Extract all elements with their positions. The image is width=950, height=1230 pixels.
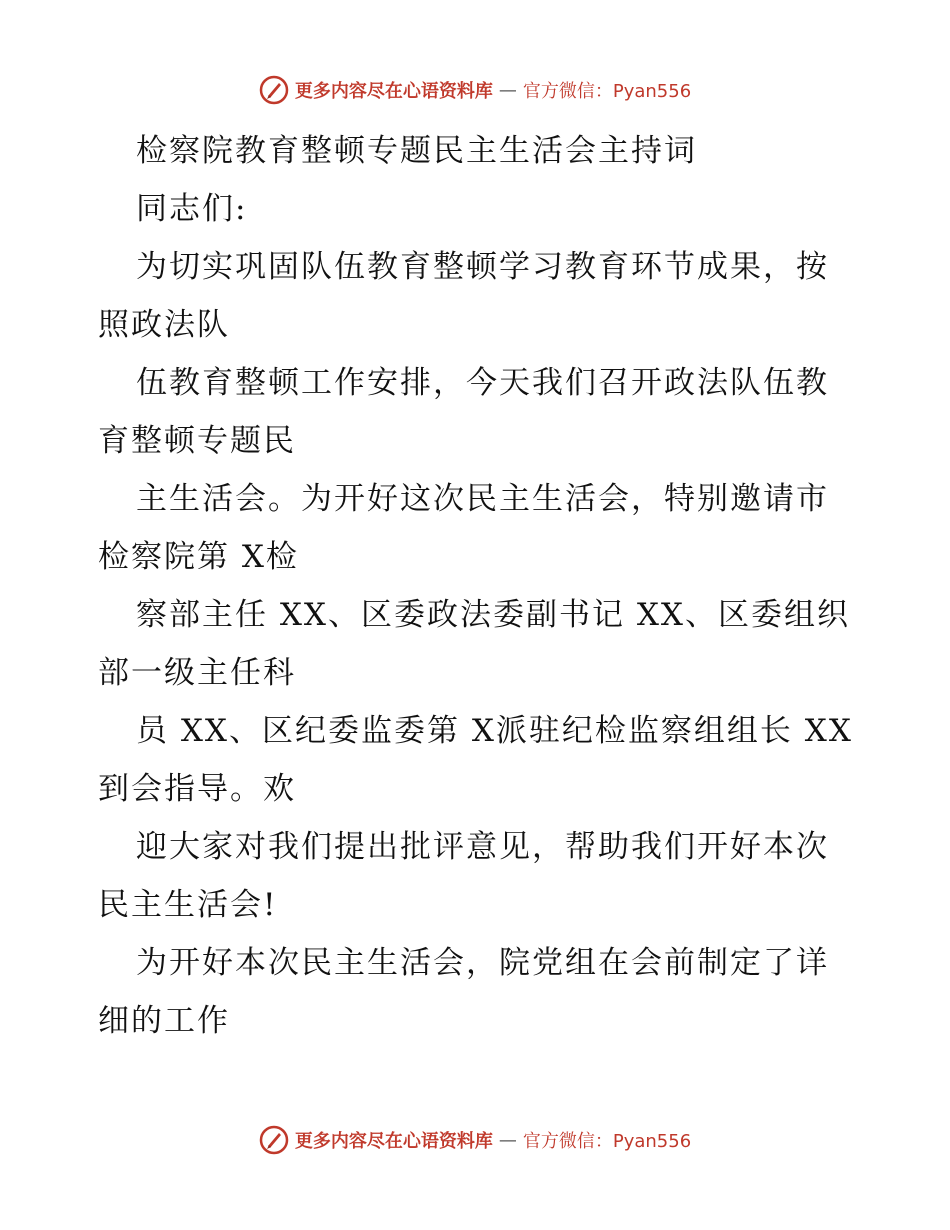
text-line: 察部主任 XX、区委政法委副书记 XX、区委组织 <box>136 597 850 633</box>
document-body <box>98 122 858 1050</box>
text-line: 民主生活会! <box>98 887 278 923</box>
text-line: 为开好本次民主生活会，院党组在会前制定了详 <box>136 945 829 981</box>
quill-pen-icon <box>259 1125 289 1155</box>
text-line: 到会指导。欢 <box>98 771 296 807</box>
watermark-brand-text: 更多内容尽在心语资料库 <box>294 81 493 102</box>
header-watermark <box>0 70 950 110</box>
watermark-separator: — <box>498 79 517 101</box>
text-line: 迎大家对我们提出批评意见，帮助我们开好本次 <box>136 829 829 865</box>
document-paragraphs <box>98 180 858 1050</box>
text-line: 检察院第 X检 <box>98 539 299 575</box>
watermark-wechat-label: 官方微信：Pyan556 <box>522 1131 692 1152</box>
text-line: 为切实巩固队伍教育整顿学习教育环节成果，按 <box>136 249 829 285</box>
text-line: 育整顿专题民 <box>98 423 296 459</box>
text-line: 同志们: <box>136 191 248 227</box>
text-line: 员 XX、区纪委监委第 X派驻纪检监察组组长 XX <box>136 713 853 749</box>
text-line: 主生活会。为开好这次民主生活会，特别邀请市 <box>136 481 829 517</box>
text-line: 照政法队 <box>98 307 230 343</box>
quill-pen-icon <box>259 75 289 105</box>
text-line: 细的工作 <box>98 1003 230 1039</box>
text-line: 部一级主任科 <box>98 655 296 691</box>
footer-watermark <box>0 1120 950 1160</box>
watermark-separator: — <box>498 1129 517 1151</box>
watermark-wechat-label: 官方微信：Pyan556 <box>522 81 692 102</box>
text-line: 伍教育整顿工作安排，今天我们召开政法队伍教 <box>136 365 829 401</box>
document-title: 检察院教育整顿专题民主生活会主持词 <box>136 133 697 169</box>
watermark-brand-text: 更多内容尽在心语资料库 <box>294 1131 493 1152</box>
